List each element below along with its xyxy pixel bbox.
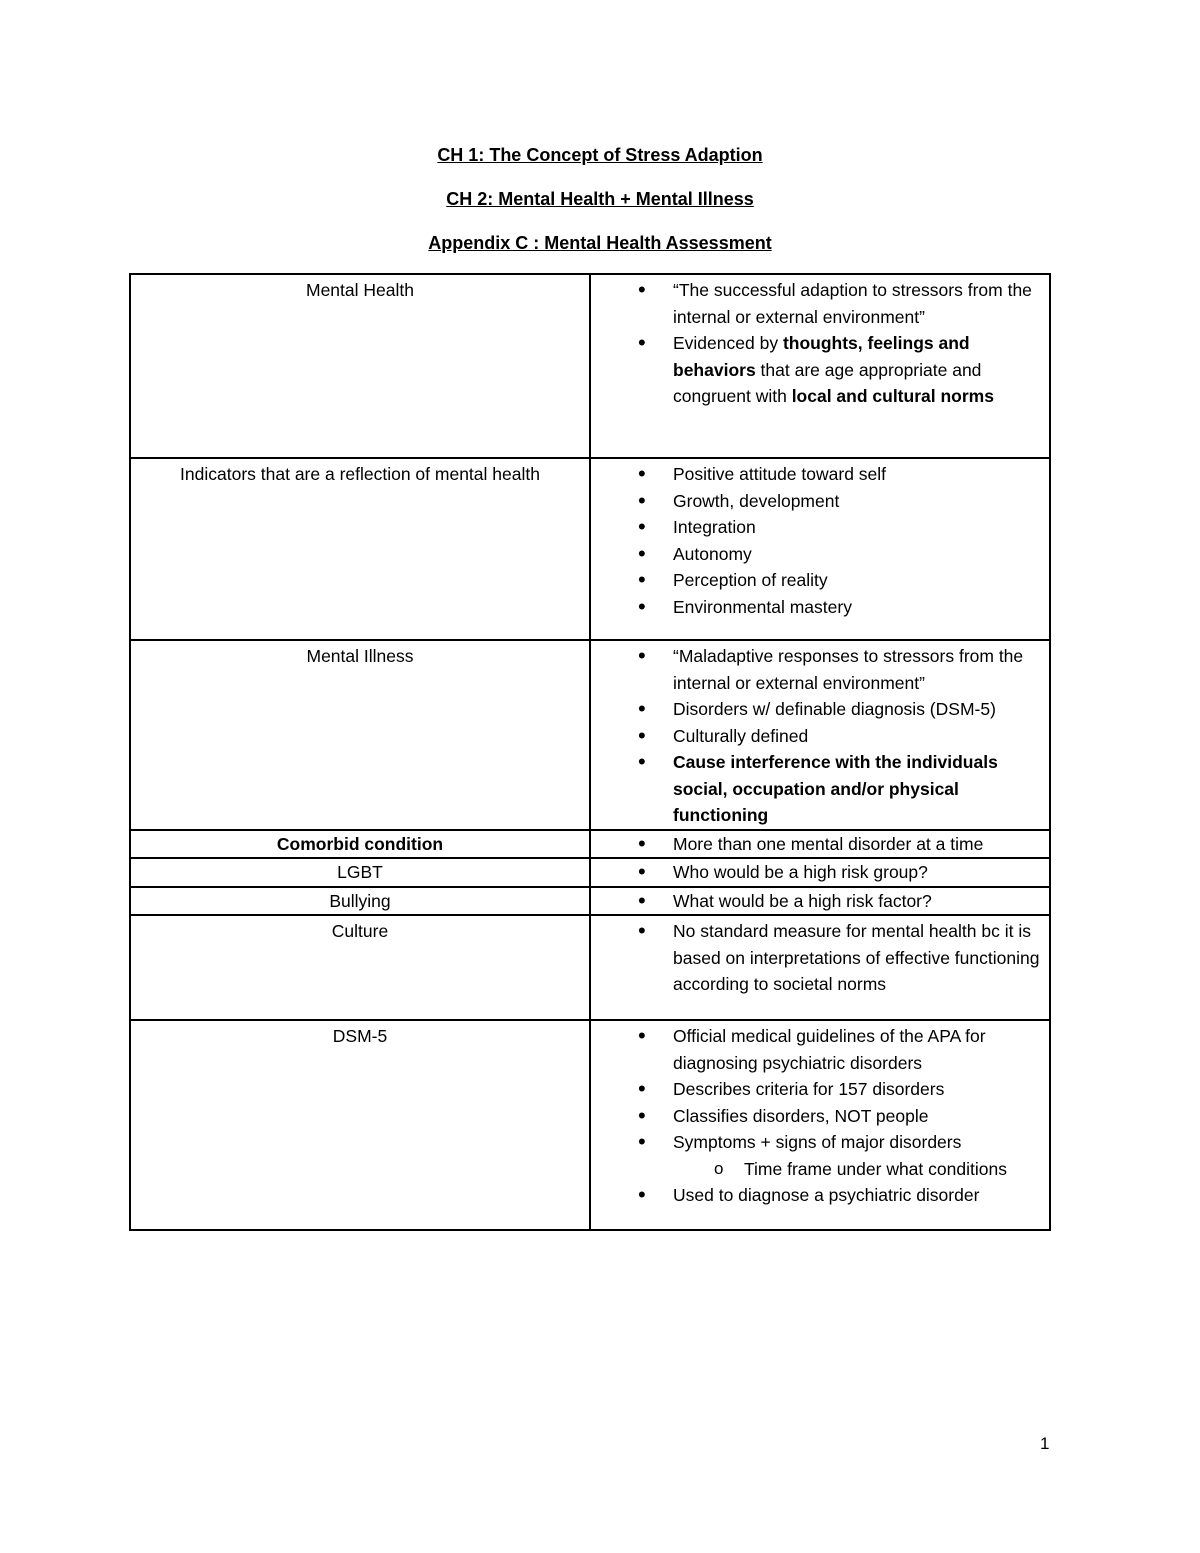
- notes-cell: [590, 887, 1050, 916]
- chapter-1-heading: CH 1: The Concept of Stress Adaption: [437, 145, 763, 165]
- page-number: 1: [1040, 1434, 1050, 1453]
- notes-cell: [590, 915, 1050, 1020]
- notes-cell: [590, 830, 1050, 859]
- list-item: • Integration: [597, 514, 1043, 541]
- list-item: • No standard measure for mental health bc it is based on interpretations of effective functioning according to societal norms: [597, 918, 1043, 998]
- list-item: • More than one mental disorder at a time: [597, 831, 1043, 858]
- list-item: • Cause interference with the individuals social, occupation and/or physical functioning: [597, 749, 1043, 829]
- notes-cell: [590, 274, 1050, 458]
- list-item: • Classifies disorders, NOT people: [597, 1103, 1043, 1130]
- term-cell: Culture: [130, 915, 590, 1020]
- table-row: [130, 830, 1050, 859]
- notes-cell: [590, 640, 1050, 830]
- notes-cell: [590, 858, 1050, 887]
- list-item: • Symptoms + signs of major disorders o Time frame under what conditions: [597, 1129, 1043, 1182]
- table-row: [130, 887, 1050, 916]
- appendix-heading: Appendix C : Mental Health Assessment: [428, 233, 772, 253]
- list-item: • Official medical guidelines of the APA for diagnosing psychiatric disorders: [597, 1023, 1043, 1076]
- term-cell: Bullying: [130, 887, 590, 916]
- table-row: [130, 915, 1050, 1020]
- list-item: • “The successful adaption to stressors from the internal or external environment”: [597, 277, 1043, 330]
- list-item: • Perception of reality: [597, 567, 1043, 594]
- list-item: • Disorders w/ definable diagnosis (DSM-5): [597, 696, 1043, 723]
- table-row: [130, 1020, 1050, 1230]
- term-cell: LGBT: [130, 858, 590, 887]
- list-item: • What would be a high risk factor?: [597, 888, 1043, 915]
- list-item: • “Maladaptive responses to stressors from the internal or external environment”: [597, 643, 1043, 696]
- term-cell: DSM-5: [130, 1020, 590, 1230]
- sub-list-item: o Time frame under what conditions: [673, 1156, 1043, 1183]
- table-row: [130, 858, 1050, 887]
- table-row: [130, 458, 1050, 640]
- mental-health-table: [129, 273, 1051, 1231]
- list-item: • Describes criteria for 157 disorders: [597, 1076, 1043, 1103]
- list-item: • Environmental mastery: [597, 594, 1043, 621]
- list-item: • Used to diagnose a psychiatric disorder: [597, 1182, 1043, 1209]
- chapter-2-heading: CH 2: Mental Health + Mental Illness: [446, 189, 754, 209]
- list-item: • Autonomy: [597, 541, 1043, 568]
- term-cell: Comorbid condition: [130, 830, 590, 859]
- table-row: [130, 640, 1050, 830]
- list-item: • Who would be a high risk group?: [597, 859, 1043, 886]
- term-cell: Mental Health: [130, 274, 590, 458]
- list-item: • Positive attitude toward self: [597, 461, 1043, 488]
- term-cell: Indicators that are a reflection of mental health: [130, 458, 590, 640]
- list-item: • Evidenced by thoughts, feelings and behaviors that are age appropriate and congruent with local and cultural norms: [597, 330, 1043, 410]
- table-row: [130, 274, 1050, 458]
- list-item: • Culturally defined: [597, 723, 1043, 750]
- term-cell: Mental Illness: [130, 640, 590, 830]
- notes-cell: [590, 1020, 1050, 1230]
- notes-cell: [590, 458, 1050, 640]
- list-item: • Growth, development: [597, 488, 1043, 515]
